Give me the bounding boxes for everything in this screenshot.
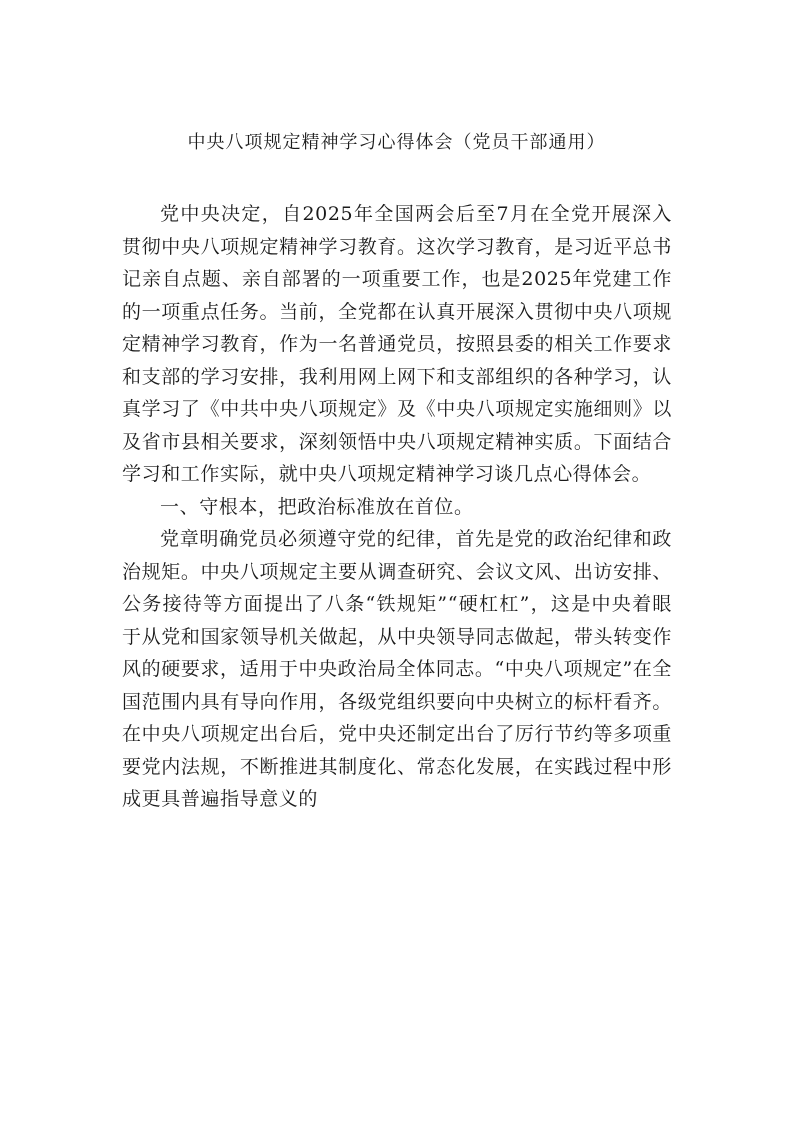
paragraph-intro: 党中央决定，自2025年全国两会后至7月在全党开展深入贯彻中央八项规定精神学习教育。这次学习教育，是习近平总书记亲自点题、亲自部署的一项重要工作，也是2025年党建工作的一项重点任务。当前，全党都在认真开展深入贯彻中央八项规定精神学习教育，作为一名普通党员，按照县委的相关工作要求和支部的学习安排，我利用网上网下和支部组织的各种学习，认真学习了《中共中央八项规定》及《中央八项规定实施细则》以及省市县相关要求，深刻领悟中央八项规定精神实质。下面结合学习和工作实际，就中央八项规定精神学习谈几点心得体会。 xyxy=(122,203,672,485)
document-title: 中央八项规定精神学习心得体会（党员干部通用） xyxy=(187,132,606,153)
paragraph-section-1: 党章明确党员必须遵守党的纪律，首先是党的政治纪律和政治规矩。中央八项规定主要从调查研究、会议文风、出访安排、公务接待等方面提出了八条“铁规矩”“硬杠杠”，这是中央着眼于从党和国家领导机关做起，从中央领导同志做起，带头转变作风的硬要求，适用于中央政治局全体同志。“中央八项规定”在全国范围内具有导向作用，各级党组织要向中央树立的标杆看齐。在中央八项规定出台后，党中央还制定出台了厉行节约等多项重要党内法规，不断推进其制度化、常态化发展，在实践过程中形成更具普遍指导意义的 xyxy=(122,528,672,810)
document-body xyxy=(122,198,672,816)
section-heading-1: 一、守根本，把政治标准放在首位。 xyxy=(160,495,474,518)
